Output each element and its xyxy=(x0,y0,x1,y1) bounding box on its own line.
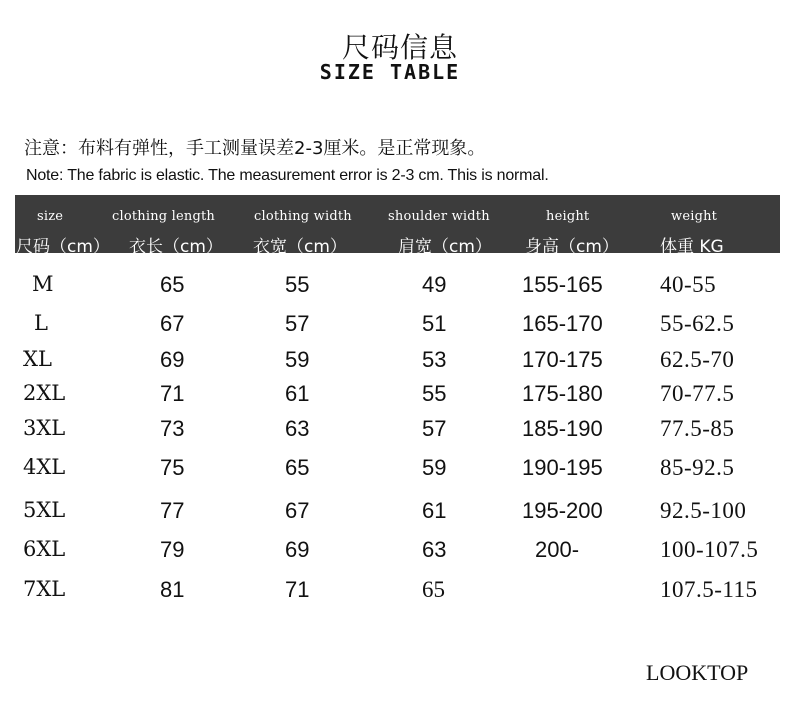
cell-length: 81 xyxy=(160,577,185,602)
cell-width: 55 xyxy=(285,272,310,297)
cell-shoulder: 59 xyxy=(422,455,447,480)
size-table-header xyxy=(15,195,780,257)
cell-height: 195-200 xyxy=(522,498,603,523)
table-row xyxy=(0,455,800,485)
brand-label: LOOKTOP xyxy=(646,660,749,685)
header-weight-en: weight xyxy=(671,209,718,224)
cell-length: 79 xyxy=(160,537,185,562)
cell-size: 6XL xyxy=(23,537,66,561)
cell-length: 67 xyxy=(160,311,185,336)
cell-weight: 77.5-85 xyxy=(660,416,735,441)
header-weight-cn: 体重 KG xyxy=(660,237,724,257)
cell-shoulder: 53 xyxy=(422,347,447,372)
cell-width: 57 xyxy=(285,311,310,336)
cell-weight: 40-55 xyxy=(660,272,717,297)
cell-width: 71 xyxy=(285,577,310,602)
cell-shoulder: 61 xyxy=(422,498,447,523)
cell-length: 71 xyxy=(160,381,185,406)
cell-size: 5XL xyxy=(23,498,66,522)
table-row xyxy=(0,577,800,607)
cell-length: 65 xyxy=(160,272,185,297)
cell-weight: 100-107.5 xyxy=(660,537,759,562)
cell-shoulder: 57 xyxy=(422,416,447,441)
cell-shoulder: 55 xyxy=(422,381,447,406)
cell-height: 170-175 xyxy=(522,347,603,372)
cell-width: 67 xyxy=(285,498,310,523)
header-shoulder-cn: 肩宽（cm） xyxy=(398,237,492,257)
header-length-cn: 衣长（cm） xyxy=(129,237,223,257)
cell-size: XL xyxy=(23,347,52,371)
cell-height: 155-165 xyxy=(522,272,603,297)
cell-shoulder: 49 xyxy=(422,272,447,297)
table-row xyxy=(0,347,800,377)
header-width-cn: 衣宽（cm） xyxy=(253,237,347,257)
table-row xyxy=(0,416,800,446)
note-chinese: 注意：布料有弹性，手工测量误差2-3厘米。是正常现象。 xyxy=(24,138,486,159)
cell-length: 77 xyxy=(160,498,185,523)
table-row xyxy=(0,311,800,341)
cell-weight: 55-62.5 xyxy=(660,311,735,336)
header-size-en: size xyxy=(37,209,64,224)
cell-width: 63 xyxy=(285,416,310,441)
page-title-cn: 尺码信息 xyxy=(341,31,458,64)
cell-height: 185-190 xyxy=(522,416,603,441)
cell-height: 200- xyxy=(535,537,580,562)
cell-weight: 92.5-100 xyxy=(660,498,747,523)
header-length-en: clothing length xyxy=(112,209,215,224)
cell-length: 75 xyxy=(160,455,185,480)
cell-height: 165-170 xyxy=(522,311,603,336)
cell-size: 3XL xyxy=(23,416,66,440)
header-shoulder-en: shoulder width xyxy=(388,209,490,224)
table-row xyxy=(0,537,800,567)
cell-height: 175-180 xyxy=(522,381,603,406)
header-width-en: clothing width xyxy=(254,209,352,224)
cell-weight: 85-92.5 xyxy=(660,455,735,480)
cell-width: 61 xyxy=(285,381,310,406)
header-height-cn: 身高（cm） xyxy=(525,237,619,257)
header-height-en: height xyxy=(546,209,590,224)
cell-width: 59 xyxy=(285,347,310,372)
cell-shoulder: 63 xyxy=(422,537,447,562)
header-size-cn: 尺码（cm） xyxy=(16,237,110,257)
table-row xyxy=(0,272,800,302)
table-row xyxy=(0,381,800,411)
page-title-en: SIZE TABLE xyxy=(319,60,461,84)
cell-size: L xyxy=(34,311,48,335)
cell-weight: 107.5-115 xyxy=(660,577,758,602)
cell-shoulder: 51 xyxy=(422,311,447,336)
cell-shoulder: 65 xyxy=(422,577,445,602)
cell-size: M xyxy=(32,272,54,296)
cell-width: 69 xyxy=(285,537,310,562)
cell-size: 4XL xyxy=(23,455,66,479)
cell-size: 2XL xyxy=(23,381,66,405)
table-row xyxy=(0,498,800,528)
cell-height: 190-195 xyxy=(522,455,603,480)
cell-length: 69 xyxy=(160,347,185,372)
cell-weight: 70-77.5 xyxy=(660,381,735,406)
cell-width: 65 xyxy=(285,455,310,480)
cell-weight: 62.5-70 xyxy=(660,347,735,372)
note-english: Note: The fabric is elastic. The measurement error is 2-3 cm. This is normal. xyxy=(26,167,549,184)
cell-length: 73 xyxy=(160,416,185,441)
cell-size: 7XL xyxy=(23,577,66,601)
